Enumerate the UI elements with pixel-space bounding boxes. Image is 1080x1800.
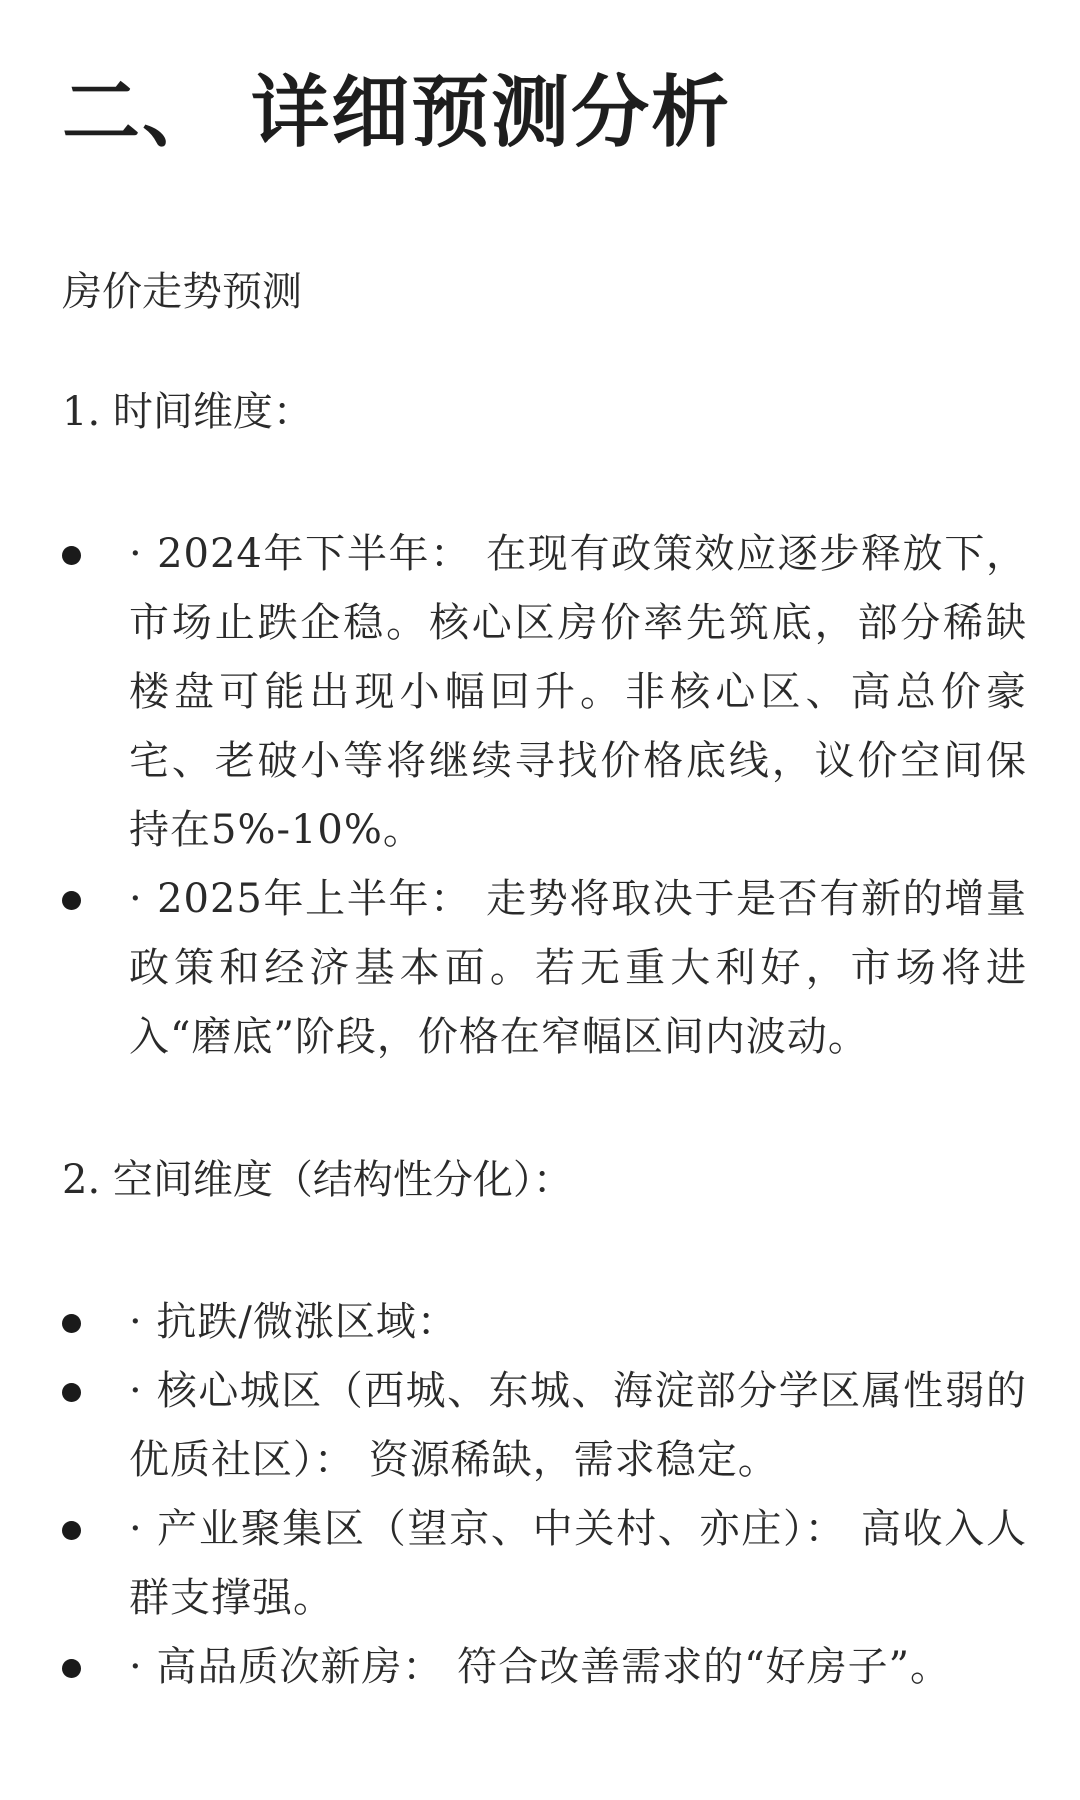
bullet-dot-icon: [62, 546, 81, 565]
list-item-text: · 抗跌/微涨区域：: [129, 1299, 458, 1345]
time-dimension-list: [62, 520, 1027, 1072]
list-item-text: · 高品质次新房： 符合改善需求的“好房子”。: [129, 1644, 952, 1690]
time-dimension-heading: 1. 时间维度：: [62, 389, 313, 435]
bullet-dot-icon: [62, 1521, 81, 1540]
section-label: 房价走势预测: [62, 269, 302, 315]
bullet-dot-icon: [62, 1314, 81, 1333]
bullet-dot-icon: [62, 1383, 81, 1402]
list-item: [62, 520, 1027, 865]
list-item-text: · 2024年下半年： 在现有政策效应逐步释放下，市场止跌企稳。核心区房价率先筑底，部分稀缺楼盘可能出现小幅回升。非核心区、高总价豪宅、老破小等将继续寻找价格底线，议价空间保持在5%-10%。: [129, 531, 1027, 853]
list-item-text: · 2025年上半年： 走势将取决于是否有新的增量政策和经济基本面。若无重大利好，市场将进入“磨底”阶段，价格在窄幅区间内波动。: [129, 876, 1027, 1060]
list-item-text: · 核心城区（西城、东城、海淀部分学区属性弱的优质社区）： 资源稀缺，需求稳定。: [129, 1368, 1027, 1483]
page-title: 二、 详细预测分析: [62, 67, 732, 158]
list-item-text: · 产业聚集区（望京、中关村、亦庄）： 高收入人群支撑强。: [129, 1506, 1027, 1621]
list-item: [62, 1633, 1027, 1702]
list-item: [62, 1495, 1027, 1633]
bullet-dot-icon: [62, 1659, 81, 1678]
space-dimension-heading: 2. 空间维度（结构性分化）：: [62, 1157, 573, 1203]
space-dimension-list: [62, 1288, 1027, 1702]
list-item: [62, 1288, 1027, 1357]
list-item: [62, 865, 1027, 1072]
list-item: [62, 1357, 1027, 1495]
bullet-dot-icon: [62, 891, 81, 910]
